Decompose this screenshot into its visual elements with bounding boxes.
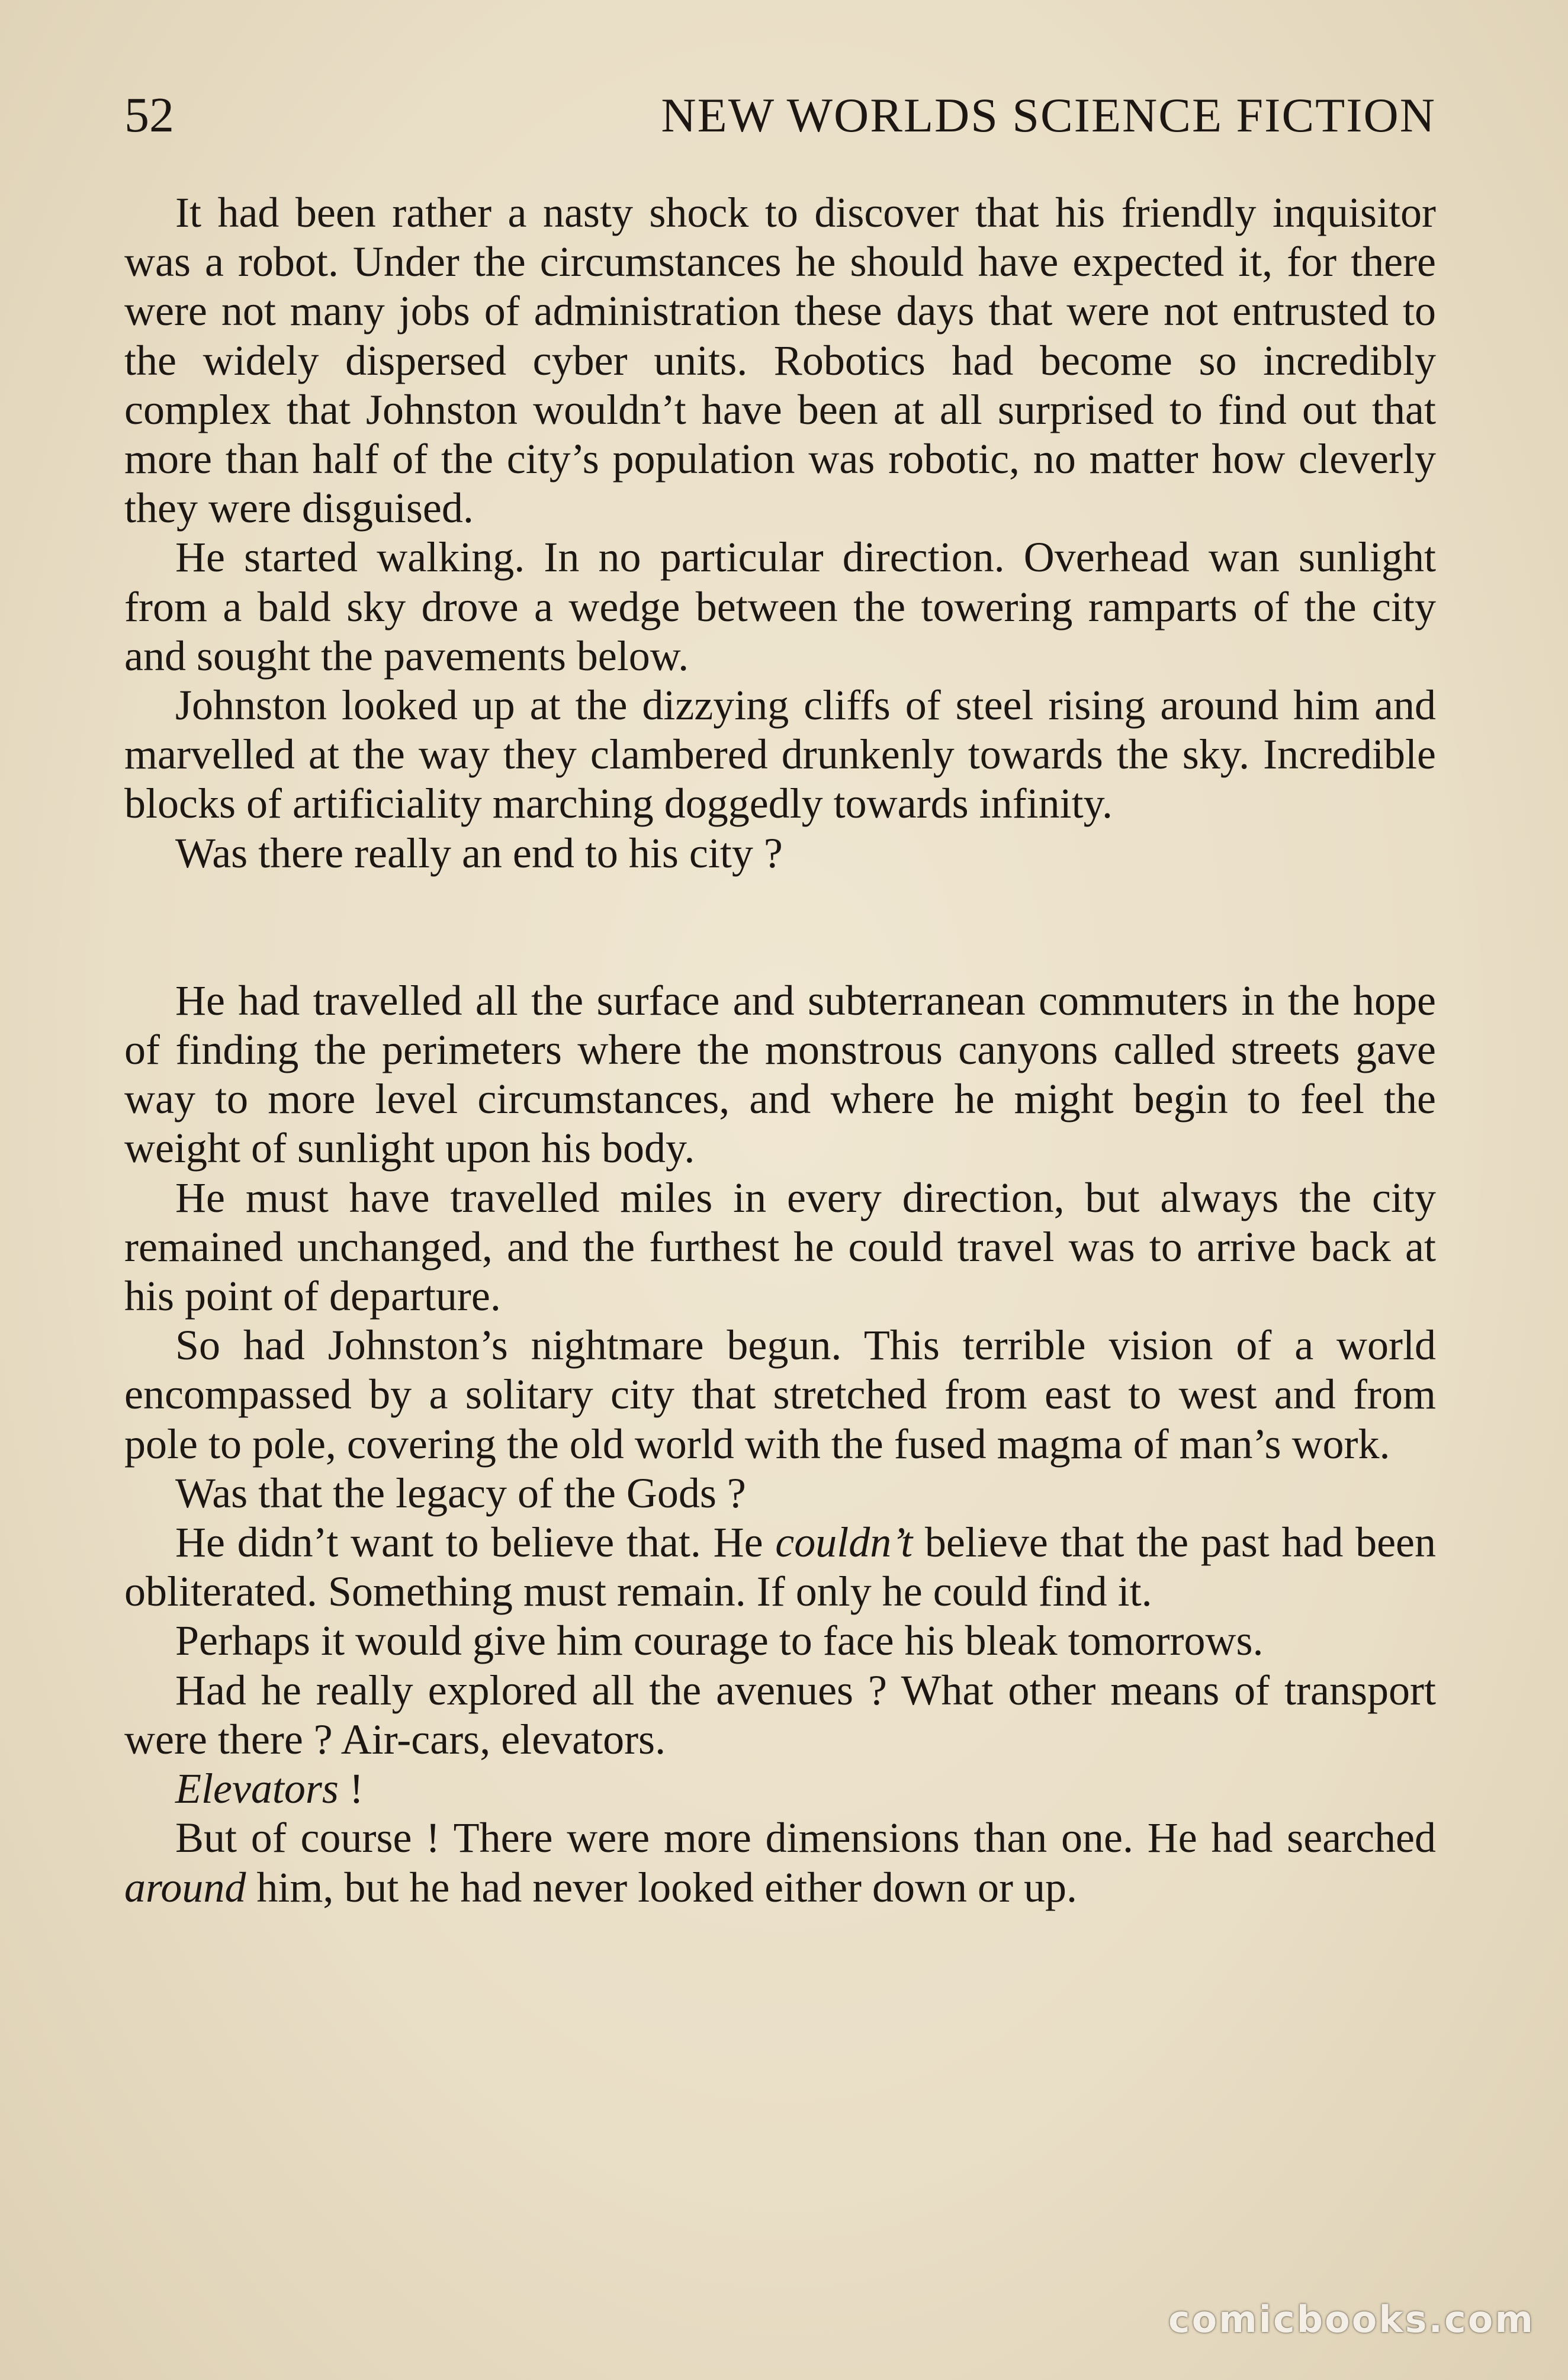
paragraph: It had been rather a nasty shock to discover that his friendly inquisitor was a robot. Under the circumstances he should have expected it, for there were not many jobs of administration these days that were not entrusted to the widely dispersed cyber units. Robotics had become so incredibly complex that Johnston wouldn’t have been at all surprised to find out that more than half of the city’s population was robotic, no matter how cleverly they were disguised. bbox=[124, 189, 1436, 532]
paragraph: Was that the legacy of the Gods ? bbox=[175, 1469, 746, 1517]
paragraph: Elevators ! bbox=[175, 1765, 364, 1813]
page-number: 52 bbox=[124, 88, 174, 143]
paragraph: Was there really an end to his city ? bbox=[175, 829, 783, 877]
paragraph: He had travelled all the surface and subterranean commuters in the hope of finding the perimeters where the monstrous canyons called streets gave way to more level circumstances, and where he might begin to feel the weight of sunlight upon his body. bbox=[124, 976, 1436, 1172]
paragraph: Johnston looked up at the dizzying cliffs of steel rising around him and marvelled at the way they clambered drunkenly towards the sky. Incredible blocks of artificiality marching doggedly towards infinity. bbox=[124, 681, 1436, 828]
paragraph: He must have travelled miles in every direction, but always the city remained unchanged, and the furthest he could travel was to arrive back at his point of departure. bbox=[124, 1173, 1436, 1320]
section-break bbox=[124, 878, 1436, 976]
paragraph: He started walking. In no particular direction. Overhead wan sunlight from a bald sky drove a wedge between the towering ramparts of the city and sought the pavements below. bbox=[124, 533, 1436, 680]
page-header bbox=[124, 83, 1436, 148]
paragraph: So had Johnston’s nightmare begun. This terrible vision of a world encompassed by a solitary city that stretched from east to west and from pole to pole, covering the old world with the fused magma of man’s work. bbox=[124, 1321, 1436, 1468]
paragraph: He didn’t want to believe that. He couldn’t believe that the past had been obliterated. Something must remain. If only he could find it. bbox=[124, 1519, 1436, 1616]
paragraph: Had he really explored all the avenues ? What other means of transport were there ? Air-cars, elevators. bbox=[124, 1666, 1436, 1763]
emphasis: couldn’t bbox=[775, 1519, 913, 1567]
paragraph: Perhaps it would give him courage to face his bleak tomorrows. bbox=[175, 1617, 1264, 1665]
running-head: NEW WORLDS SCIENCE FICTION bbox=[661, 88, 1436, 142]
paragraph: But of course ! There were more dimensions than one. He had searched around him, but he had never looked either down or up. bbox=[124, 1814, 1436, 1911]
body-text bbox=[124, 188, 1436, 1912]
watermark: comicbooks.com bbox=[1168, 2298, 1535, 2341]
emphasis: Elevators bbox=[175, 1765, 339, 1813]
emphasis: around bbox=[124, 1863, 246, 1911]
